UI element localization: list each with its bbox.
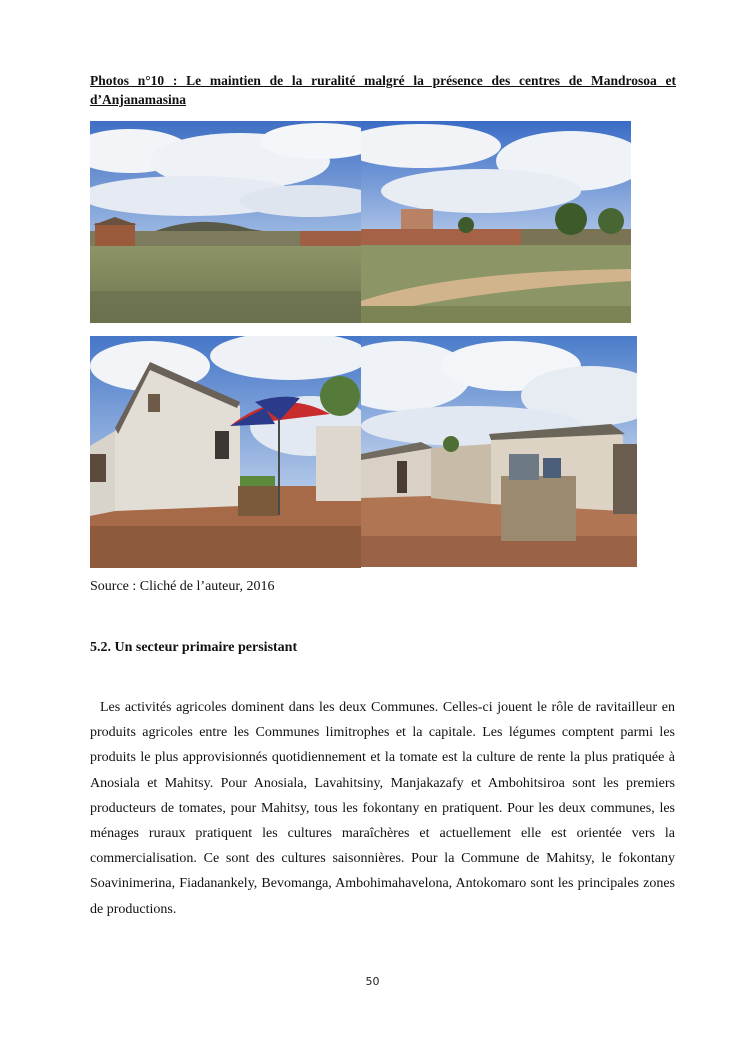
body-paragraph: Les activités agricoles dominent dans les deux Communes. Celles-ci jouent le rôle de ravitailleur en produits agricoles entre les Communes limitrophes et la capitale. Les légumes comptent parmi les produits le plus approvisionnés quotidiennement et la tomate est la culture de rente la plus pratiquée à Anosiala et Mahitsy. Pour Anosiala, Lavahitsiny, Manjakazafy et Ambohitsiroa sont les premiers producteurs de tomates, pour Mahitsy, tous les fokontany en pratiquent. Pour les deux communes, les ménages ruraux pratiquent les cultures maraîchères et actuellement elle est orientée vers la commercialisation. Ce sont des cultures saisonnières. Pour la Commune de Mahitsy, le fokontany Soavinimerina, Fiadanankely, Bevomanga, Ambohimahavelona, Antokomaro sont les principales zones de productions. [90,700,675,917]
photo-caption: Photos n°10 : Le maintien de la ruralité malgré la présence des centres de Mandrosoa et d’Anjanamasina [90,73,676,107]
photo-shop-buildings [361,336,637,567]
photo-source: Source : Cliché de l’auteur, 2016 [90,579,275,594]
photo-rural-landscape-left [90,121,361,323]
page-number: 50 [365,975,380,988]
section-heading: 5.2. Un secteur primaire persistant [90,640,298,655]
photo-house-umbrella [90,336,361,568]
photo-rural-landscape-right [361,121,631,323]
